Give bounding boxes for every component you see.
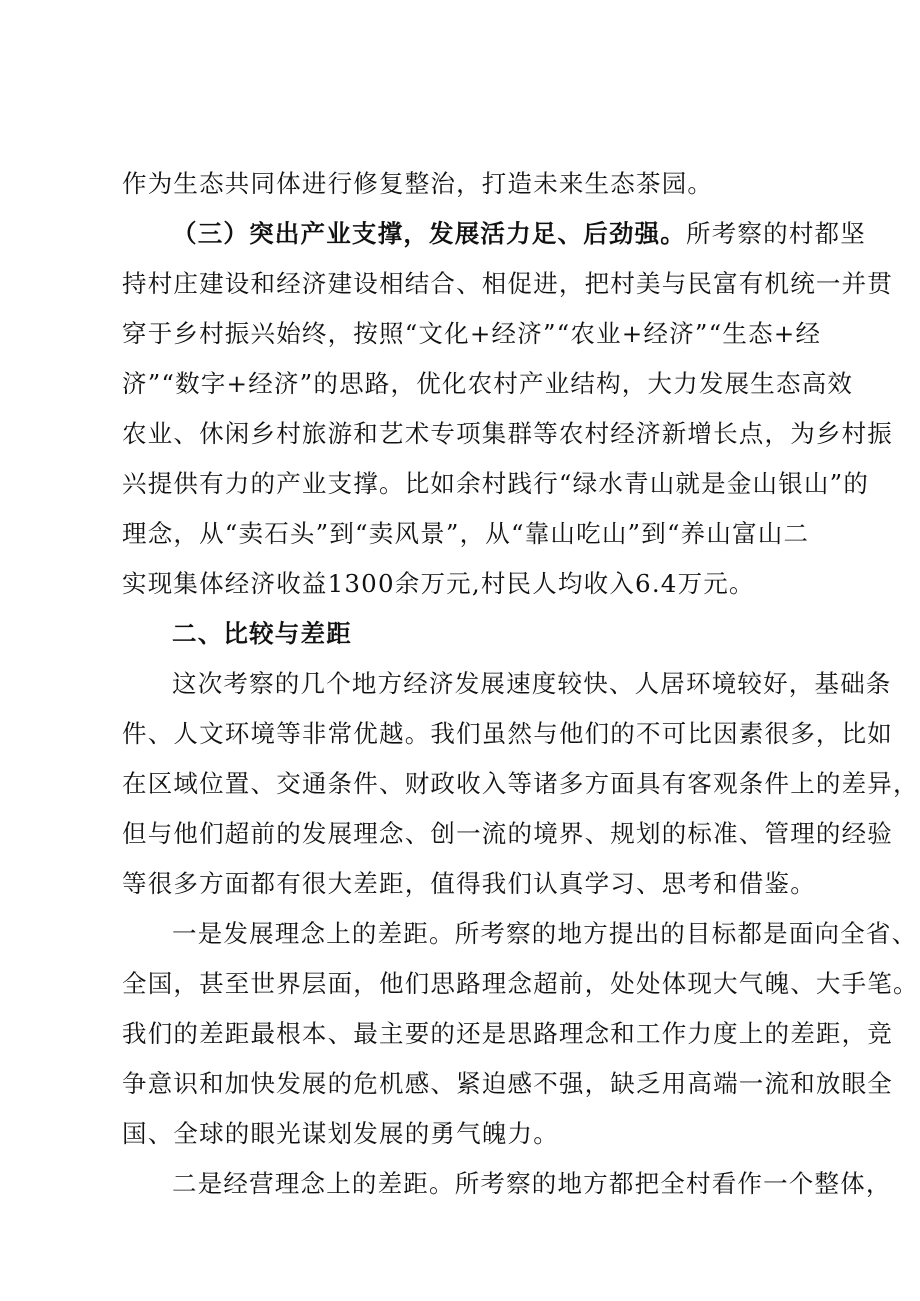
- paragraph-line: 实现集体经济收益1300余万元,村民人均收入6.4万元。: [122, 569, 755, 598]
- section-heading: （三）突出产业支撑，发展活力足、后劲强。: [172, 219, 686, 248]
- paragraph-line: 理念，从“卖石头”到“卖风景”，从“靠山吃山”到“养山富山二: [122, 519, 810, 548]
- paragraph-line: 在区域位置、交通条件、财政收入等诸多方面具有客观条件上的差异，: [122, 769, 919, 798]
- paragraph-line: 但与他们超前的发展理念、创一流的境界、规划的标准、管理的经验: [122, 819, 893, 848]
- paragraph-line: 持村庄建设和经济建设相结合、相促进，把村美与民富有机统一并贯: [122, 269, 893, 298]
- paragraph-line: 我们的差距最根本、最主要的还是思路理念和工作力度上的差距，竞: [122, 1019, 893, 1048]
- paragraph-line: 争意识和加快发展的危机感、紧迫感不强，缺乏用高端一流和放眼全: [122, 1069, 893, 1098]
- paragraph-line: 二是经营理念上的差距。所考察的地方都把全村看作一个整体，: [172, 1169, 892, 1198]
- paragraph-line: 兴提供有力的产业支撑。比如余村践行“绿水青山就是金山银山”的: [122, 469, 870, 498]
- paragraph-line: 一是发展理念上的差距。所考察的地方提出的目标都是面向全省、: [172, 919, 918, 948]
- paragraph-text: 所考察的村都坚: [686, 219, 866, 248]
- paragraph-line: 作为生态共同体进行修复整治，打造未来生态茶园。: [122, 169, 714, 198]
- paragraph-line: 全国，甚至世界层面，他们思路理念超前，处处体现大气魄、大手笔。: [122, 969, 919, 998]
- paragraph-line: 农业、休闲乡村旅游和艺术专项集群等农村经济新增长点，为乡村振: [122, 419, 893, 448]
- paragraph-line: 这次考察的几个地方经济发展速度较快、人居环境较好，基础条: [172, 669, 892, 698]
- chapter-heading: 二、比较与差距: [172, 619, 352, 648]
- paragraph-line: 国、全球的眼光谋划发展的勇气魄力。: [122, 1119, 559, 1148]
- paragraph-line: 件、人文环境等非常优越。我们虽然与他们的不可比因素很多，比如: [122, 719, 893, 748]
- paragraph-line: 济”“数字+经济”的思路，优化农村产业结构，大力发展生态高效: [122, 369, 854, 398]
- paragraph-line: 穿于乡村振兴始终，按照“文化+经济”“农业+经济”“生态+经: [122, 319, 822, 348]
- paragraph-line: 等很多方面都有很大差距，值得我们认真学习、思考和借鉴。: [122, 869, 816, 898]
- section-heading-line: [172, 218, 866, 250]
